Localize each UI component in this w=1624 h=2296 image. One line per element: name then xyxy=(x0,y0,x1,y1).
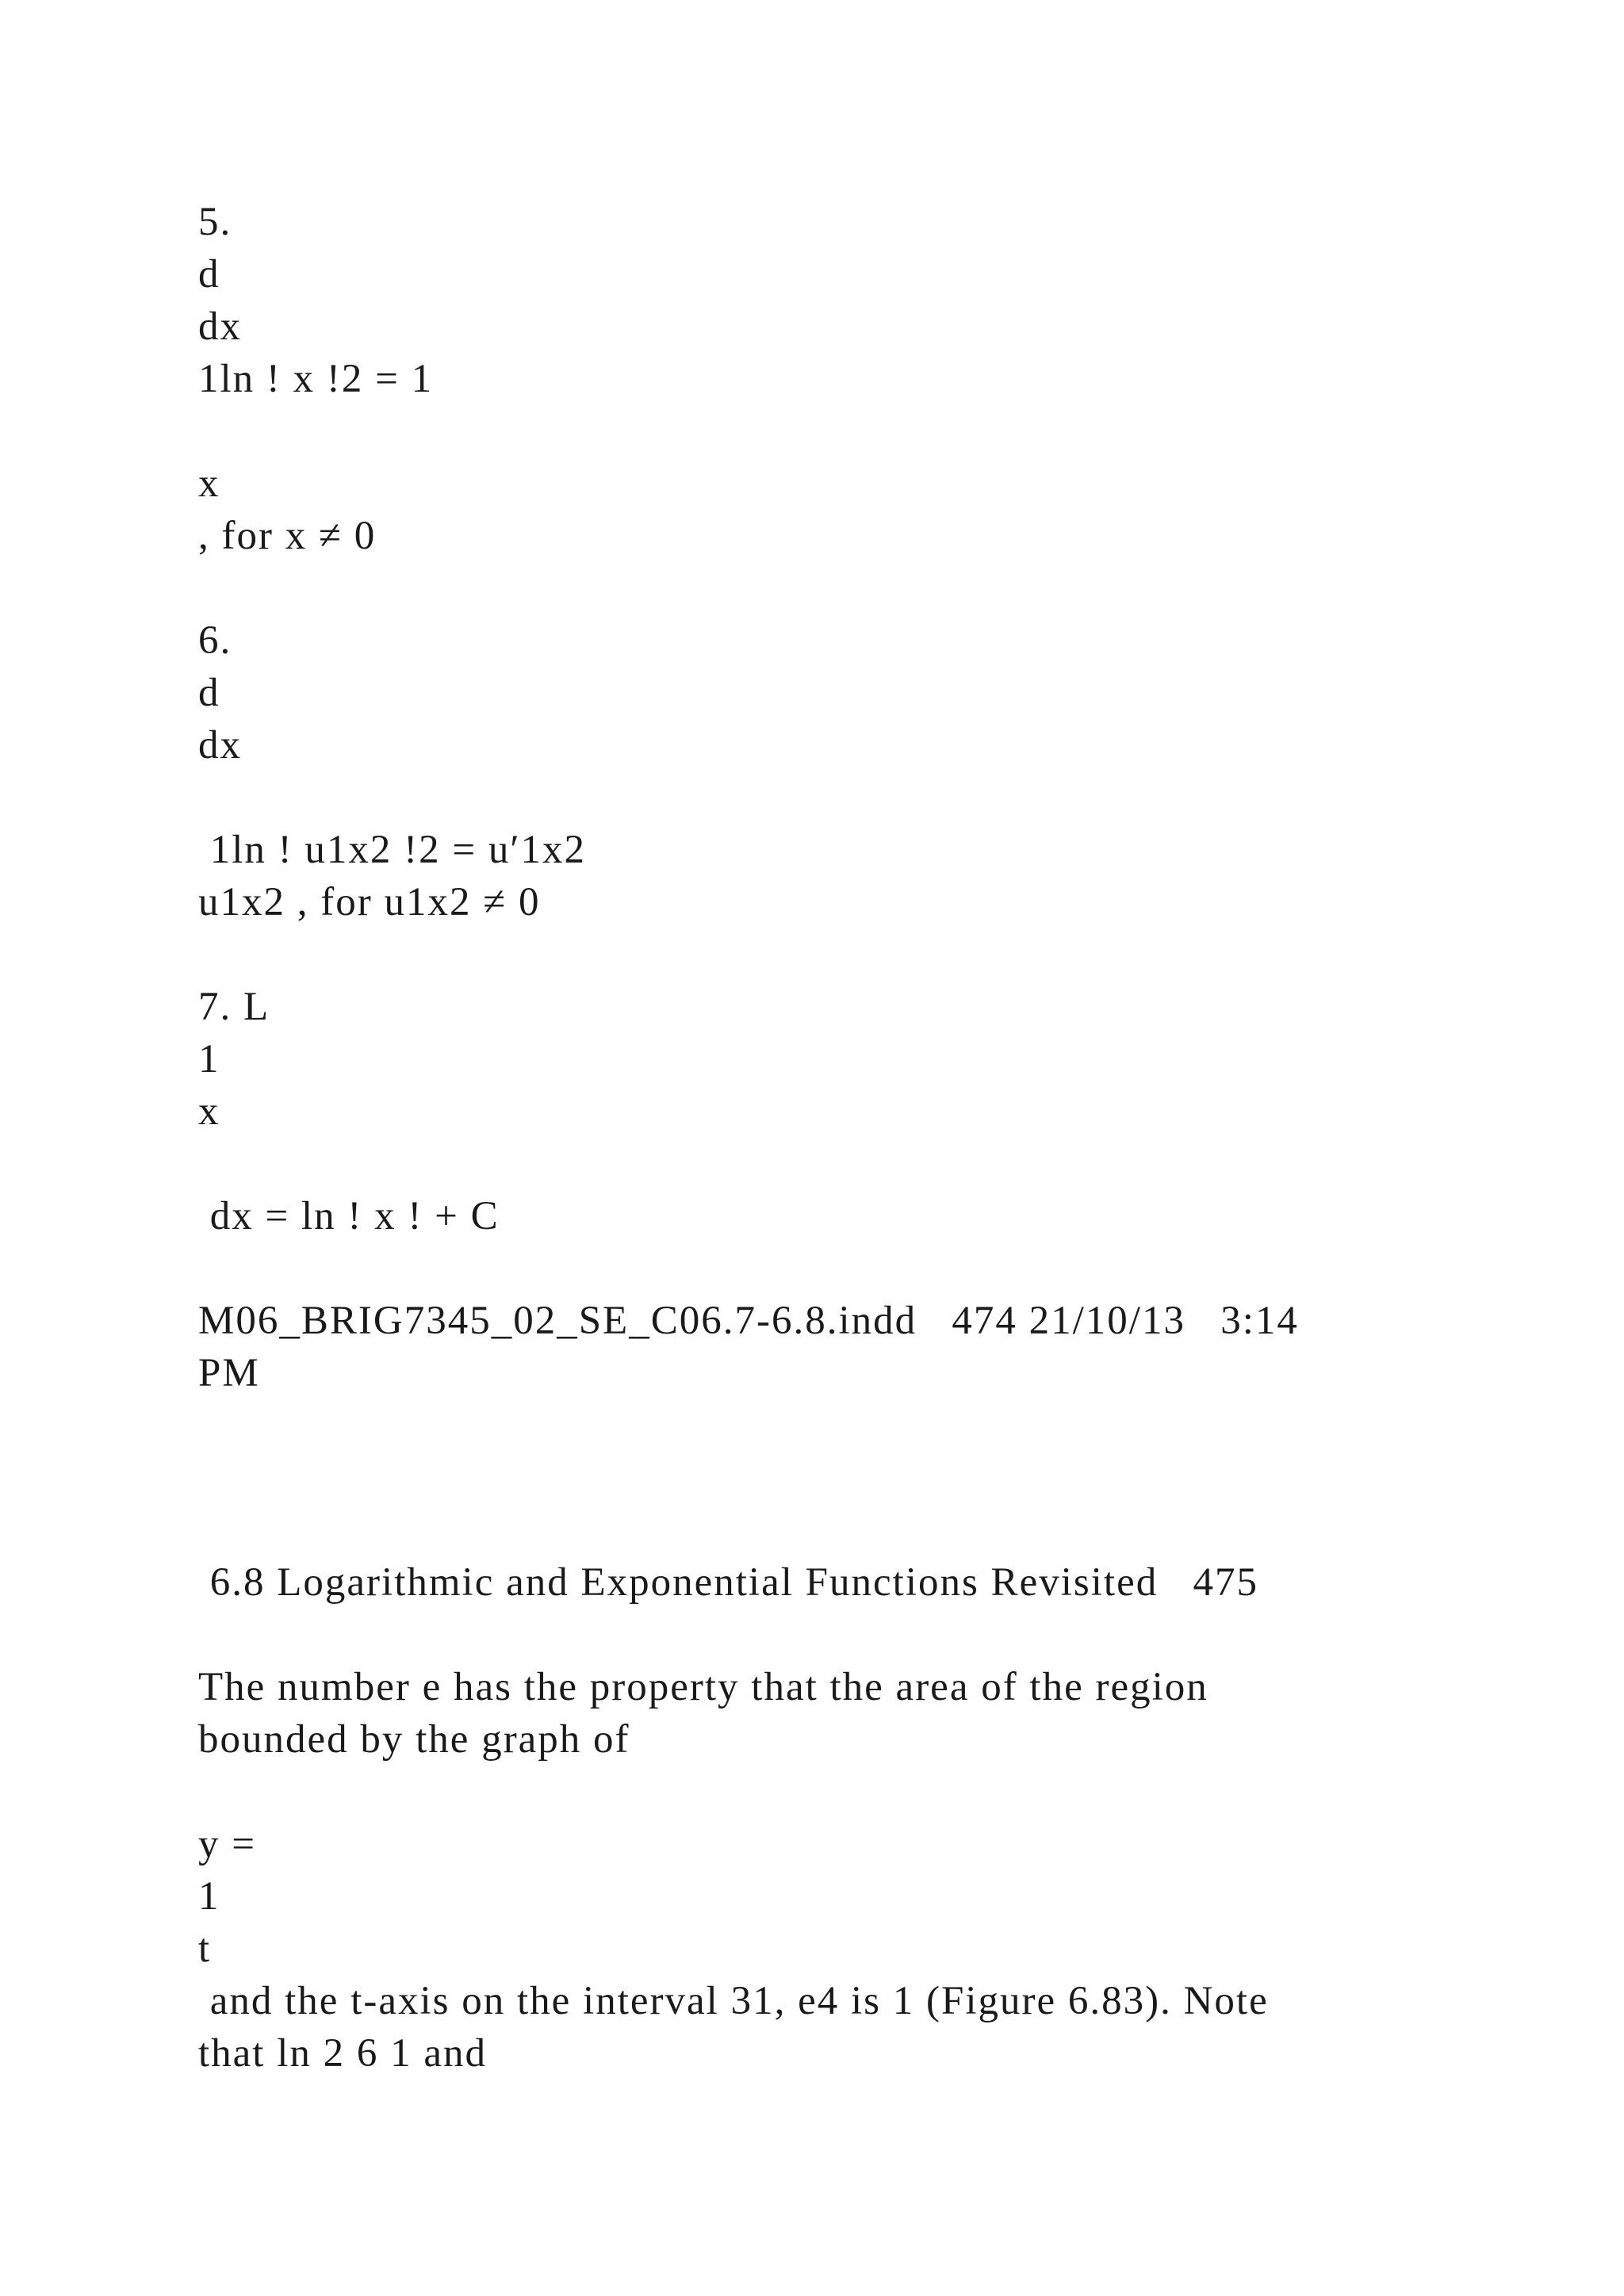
item-6-numerator: d xyxy=(198,671,220,715)
item-5-fraction-x: x xyxy=(198,461,220,506)
item-5-condition: , for x ≠ 0 xyxy=(198,514,377,558)
item-6-denominator: dx xyxy=(198,723,242,767)
file-footer: M06_BRIG7345_02_SE_C06.7-6.8.indd 474 21/10/13 3:14 xyxy=(198,1299,1299,1343)
item-6-condition: u1x2 , for u1x2 ≠ 0 xyxy=(198,880,541,924)
item-5-numerator: d xyxy=(198,252,220,297)
item-5-number: 5. xyxy=(198,200,232,244)
equation-y: y = xyxy=(198,1822,257,1866)
item-5-denominator: dx xyxy=(198,304,242,349)
body-text-line-2: bounded by the graph of xyxy=(198,1717,630,1762)
running-header: 6.8 Logarithmic and Exponential Functions Revisited 475 xyxy=(198,1560,1258,1605)
equation-numerator: 1 xyxy=(198,1874,220,1919)
body-text-line-3: and the t-axis on the interval 31, e4 is 1 (Figure 6.83). Note xyxy=(198,1979,1269,2023)
equation-denominator: t xyxy=(198,1927,212,1971)
item-5-expression: 1ln ! x !2 = 1 xyxy=(198,357,434,401)
body-text-line-4: that ln 2 6 1 and xyxy=(198,2031,488,2076)
body-text-line-1: The number e has the property that the area of the region xyxy=(198,1665,1208,1709)
file-footer-cont: PM xyxy=(198,1351,260,1395)
item-7-numerator: 1 xyxy=(198,1037,220,1081)
item-7-number: 7. L xyxy=(198,985,270,1029)
item-6-expression: 1ln ! u1x2 !2 = u′1x2 xyxy=(198,828,587,872)
item-7-denominator: x xyxy=(198,1089,220,1134)
item-7-expression: dx = ln ! x ! + C xyxy=(198,1194,500,1238)
item-6-number: 6. xyxy=(198,618,232,663)
